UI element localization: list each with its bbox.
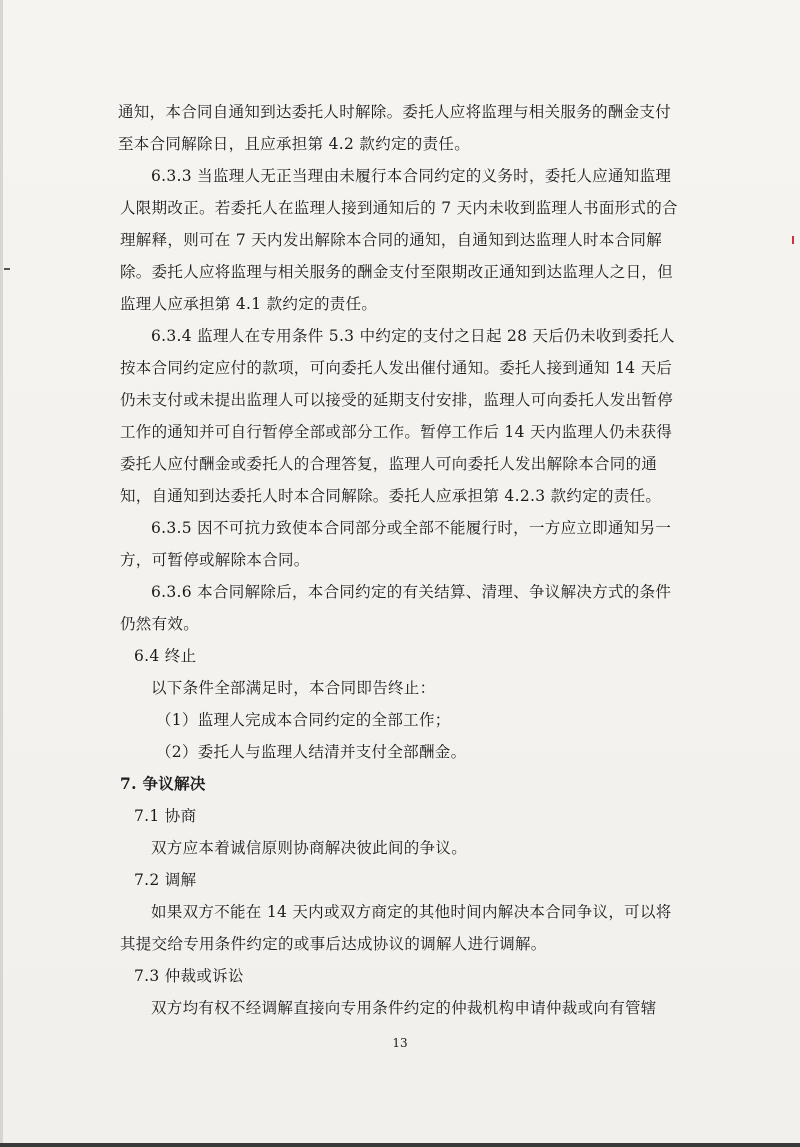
document-body (120, 96, 682, 1024)
section-7-3-body: 双方均有权不经调解直接向专用条件约定的仲裁机构申请仲裁或向有管辖 (151, 999, 657, 1017)
list-item: （2）委托人与监理人结清并支付全部酬金。 (156, 743, 467, 761)
clause-6-3-3: 6.3.3 当监理人无正当理由未履行本合同约定的义务时，委托人应通知监理人限期改正。若委托人在监理人接到通知后的 7 天内未收到监理人书面形式的合理解释，则可在 7 天内发出解除本合同的通知，自通知到达监理人时本合同解除。委托人应将监理与相关服务的酬金支付至限期改正通知到达监理人之日，但监理人应承担第 4.1 款约定的责任。 (120, 167, 678, 313)
section-7-1-body: 双方应本着诚信原则协商解决彼此间的争议。 (151, 839, 468, 857)
page-number: 13 (392, 1036, 408, 1050)
paragraph: 通知，本合同自通知到达委托人时解除。委托人应将监理与相关服务的酬金支付至本合同解除日，且应承担第 4.2 款约定的责任。 (118, 103, 672, 153)
list-item: （1）监理人完成本合同约定的全部工作； (156, 711, 451, 729)
section-7-1-heading: 7.1 协商 (134, 807, 197, 825)
page-edge (0, 0, 3, 1147)
section-7-2-body: 如果双方不能在 14 天内或双方商定的其他时间内解决本合同争议，可以将其提交给专用条件约定的或事后达成协议的调解人进行调解。 (120, 903, 672, 953)
section-7-heading: 7. 争议解决 (120, 774, 206, 793)
section-6-4-intro: 以下条件全部满足时，本合同即告终止： (151, 679, 436, 697)
clause-6-3-6: 6.3.6 本合同解除后，本合同约定的有关结算、清理、争议解决方式的条件仍然有效。 (120, 583, 672, 633)
clause-6-3-4: 6.3.4 监理人在专用条件 5.3 中约定的支付之日起 28 天后仍未收到委托人按本合同约定应付的款项，可向委托人发出催付通知。委托人接到通知 14 天后仍未支付或未提出监理人可以接受的延期支付安排，监理人可向委托人发出暂停工作的通知并可自行暂停全部或部分工作。暂停工作后 14 天内监理人仍未获得委托人应付酬金或委托人的合理答复，监理人可向委托人发出解除本合同的通知，自通知到达委托人时本合同解除。委托人应承担第 4.2.3 款约定的责任。 (120, 327, 675, 505)
scan-mark (4, 268, 10, 270)
section-6-4-heading: 6.4 终止 (134, 647, 197, 665)
scan-mark (792, 236, 794, 244)
section-7-3-heading: 7.3 仲裁或诉讼 (134, 967, 244, 985)
section-7-2-heading: 7.2 调解 (134, 871, 197, 889)
page-edge (0, 1143, 800, 1147)
clause-6-3-5: 6.3.5 因不可抗力致使本合同部分或全部不能履行时，一方应立即通知另一方，可暂停或解除本合同。 (120, 519, 672, 569)
